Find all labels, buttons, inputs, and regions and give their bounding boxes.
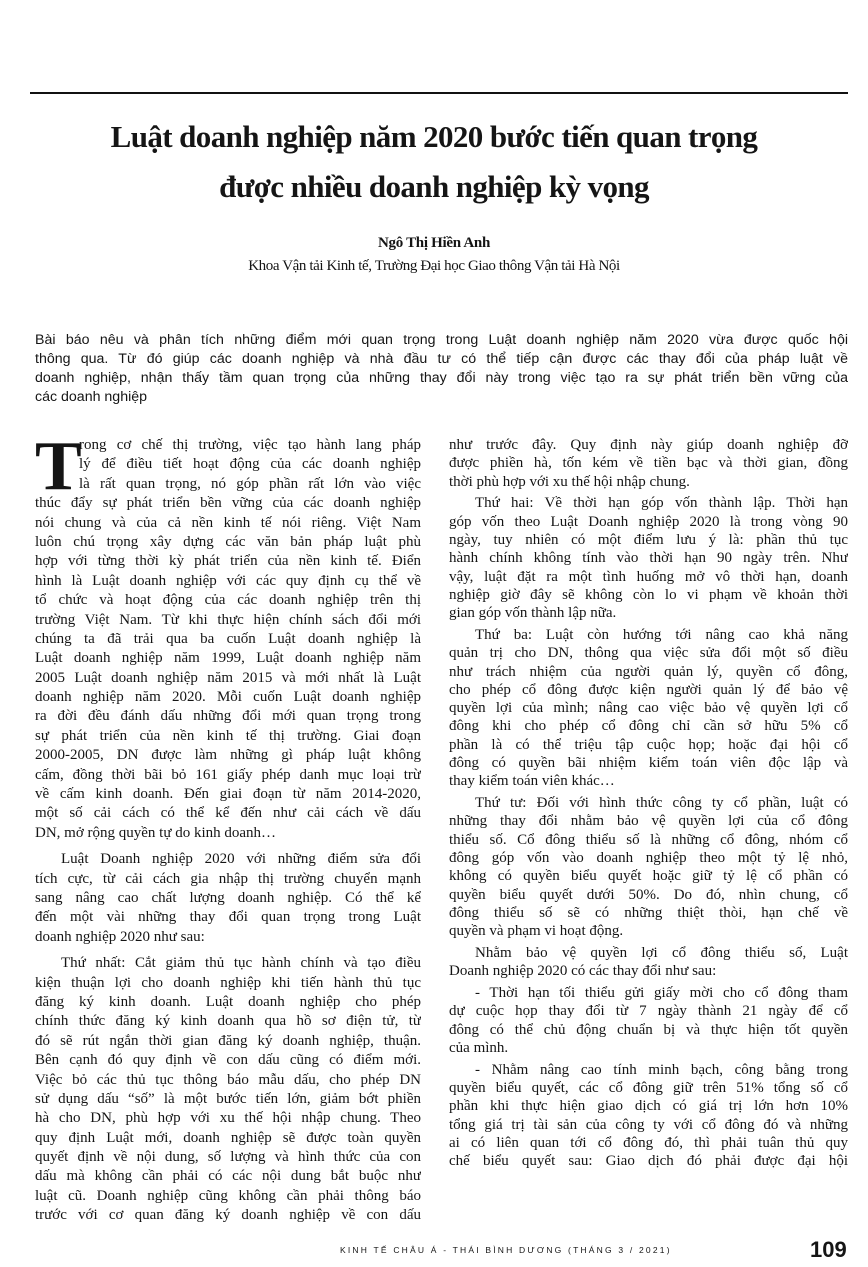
title-line: được nhiều doanh nghiệp kỳ vọng <box>219 169 649 204</box>
text-line: ngày, tuy nhiên có một điểm lưu ý là: phần thủ tục <box>449 531 848 548</box>
text-line: là rất quan trọng, nó góp phần rất lớn vào việc <box>79 475 421 492</box>
header-rule <box>30 92 848 94</box>
text-line: doanh nghiệp 2020 như sau: <box>35 928 205 945</box>
author-affiliation: Khoa Vận tải Kinh tế, Trường Đại học Giao thông Vận tải Hà Nội <box>248 258 620 274</box>
text-line: sử dụng dấu “số” là một bước tiến lớn, giảm bớt phiền <box>35 1090 421 1107</box>
text-line: gian góp vốn thành lập nữa. <box>449 605 617 622</box>
body-column-left <box>35 428 421 1233</box>
text-line: Việc bỏ các thủ tục thông báo mẫu dấu, cho phép DN <box>35 1071 421 1088</box>
text-line: như trước đây. Quy định này giúp doanh nghiệp đỡ <box>449 437 848 453</box>
author-name: Ngô Thị Hiền Anh <box>377 235 491 251</box>
text-line: của mình. <box>449 1040 509 1056</box>
text-line: Thứ hai: Về thời hạn góp vốn thành lập. Thời hạn <box>475 495 848 512</box>
text-line: quyền và phạm vi hoạt động. <box>449 923 624 940</box>
paragraph <box>449 984 848 1057</box>
text-line: hà cho DN, phù hợp với xu thế hội nhập chung. Theo <box>35 1110 421 1127</box>
text-line: đăng ký kinh doanh. Luật doanh nghiệp cho phép <box>35 993 421 1010</box>
text-line: trước với cơ quan đăng ký doanh nghiệp về con dấu <box>35 1207 421 1224</box>
text-line: hành chính không tính vào thời hạn 90 ngày trên. Như <box>449 550 848 567</box>
text-line: lý để điều tiết hoạt động của các doanh nghiệp <box>79 456 421 473</box>
text-line: đông có thể chủ động chuẩn bị và thực hiện tốt quyền <box>449 1021 848 1038</box>
text-line: Bên cạnh đó quy định về con dấu cũng có điểm mới. <box>35 1052 421 1069</box>
text-line: quyền lợi của mình; nâng cao việc bảo vệ quyền lợi cổ <box>449 700 848 717</box>
text-line: Luật doanh nghiệp năm 1999, Luật doanh nghiệp năm <box>35 650 421 667</box>
text-line: nói chung và của cả nền kinh tế nói riêng. Việt Nam <box>35 514 421 531</box>
text-line: - Nhằm nâng cao tính minh bạch, công bằng trong <box>475 1061 848 1078</box>
paragraph <box>449 1061 848 1171</box>
text-line: chính thức đăng ký kinh doanh qua hồ sơ điện tử, từ <box>35 1013 421 1030</box>
text-line: dự cuộc họp thay đổi từ 7 ngày thành 21 ngày để cổ <box>449 1003 848 1020</box>
text-line: tích cực, từ cải cách gia nhập thị trường chuyển mạnh <box>35 870 421 887</box>
drop-cap: T <box>35 428 82 505</box>
text-line: hợp với từng thời kỳ phát triển của nền kinh tế. Điển <box>35 553 421 570</box>
text-line: cấm, đồng thời bãi bỏ 161 giấy phép danh mục loại trừ <box>35 766 421 783</box>
text-line: - Thời hạn tối thiểu gửi giấy mời cho cổ đông tham <box>475 985 848 1002</box>
paragraph <box>35 850 421 947</box>
text-line: Doanh nghiệp 2020 có các thay đổi như sau: <box>449 963 717 980</box>
paragraph <box>449 436 848 491</box>
text-line: Nhằm bảo vệ quyền lợi cổ đông thiểu số, Luật <box>475 945 848 962</box>
text-line: đông thiểu số sẽ có những thiệt thòi, hạn chế về <box>449 904 848 921</box>
paragraph <box>449 494 848 622</box>
text-line: đông góp vốn vào doanh nghiệp theo một tỷ lệ nhỏ, <box>449 850 848 867</box>
text-line: chế biểu quyết sau: Giao dịch đó phải được đại hội <box>449 1153 848 1170</box>
text-line: quản trị cho DN, thông qua việc sửa đổi một số điều <box>449 645 848 662</box>
text-line: dấu mà không cần phải có các nội dung bắt buộc như <box>35 1168 421 1185</box>
page-number: 109 <box>810 1237 847 1262</box>
abstract <box>35 331 848 407</box>
paragraph <box>35 428 421 843</box>
text-line: luôn chú trọng xây dựng các văn bản pháp luật phù <box>35 533 421 550</box>
abstract-line: Bài báo nêu và phân tích những điểm mới quan trọng trong Luật doanh nghiệp năm 2020 vừa được quốc hội <box>35 332 848 348</box>
text-line: những thay đổi nhằm bảo vệ quyền lợi của cổ đông <box>449 813 848 830</box>
text-line: sự phát triển của nền kinh tế thị trường. Giai đoạn <box>35 727 421 744</box>
text-line: quyền biểu quyết dưới 50%. Do đó, nhìn chung, cổ <box>449 886 848 903</box>
text-line: không có quyền biểu quyết hoặc giữ tỷ lệ cổ phần có <box>449 868 848 885</box>
text-line: 2000-2005, DN được làm những gì pháp luật không <box>35 747 421 764</box>
text-line: thúc đẩy sự phát triển bền vững của các doanh nghiệp <box>35 495 421 512</box>
text-line: thiểu số. Cổ đông thiểu số là những cổ đông, nhóm cổ <box>449 831 848 848</box>
text-line: 2005 Luật doanh nghiệp năm 2015 và mới nhất là Luật <box>35 669 421 686</box>
text-line: phần khi thực hiện giao dịch có giá trị lớn hơn 10% <box>449 1098 848 1115</box>
text-line: chúng ta đã trải qua ba cuốn Luật doanh nghiệp là <box>35 630 421 647</box>
text-line: về cấm kinh doanh. Đến giai đoạn từ năm 2014-2020, <box>35 786 421 803</box>
abstract-line: doanh nghiệp, nhận thấy tầm quan trọng của những thay đổi này trong việc tạo ra sự phát triển bền vững của <box>35 370 848 386</box>
paragraph <box>35 954 421 1225</box>
text-line: sang nâng cao chất lượng doanh nghiệp. Có thể kể <box>35 889 421 906</box>
text-line: luật cũ. Doanh nghiệp cũng không cần phải thông báo <box>35 1187 421 1204</box>
text-line: quyết định về nội dung, số lượng và hình thức của con <box>35 1149 421 1166</box>
text-line: Thứ nhất: Cắt giảm thủ tục hành chính và tạo điều <box>61 955 421 972</box>
text-line: hình là Luật doanh nghiệp với các quy định cụ thể về <box>35 572 421 589</box>
article-title <box>0 112 868 212</box>
abstract-line: các doanh nghiệp <box>35 389 148 405</box>
text-line: đông có quyền bãi nhiệm kiểm toán viên độc lập và <box>449 755 848 772</box>
abstract-line: thông qua. Từ đó giúp các doanh nghiệp và nhà đầu tư có thể tiếp cận được các thay đổi của pháp luật về <box>35 351 848 367</box>
text-line: thay kiểm toán viên khác… <box>449 773 615 790</box>
paragraph <box>449 794 848 940</box>
text-line: thời phù hợp với xu thế hội nhập chung. <box>449 473 690 490</box>
text-line: một số cải cách có thể kể đến như cải cách về dấu <box>35 805 421 822</box>
text-line: doanh nghiệp năm 2020. Mỗi cuốn Luật doanh nghiệp <box>35 689 421 706</box>
text-line: trường Việt Nam. Từ khi thực hiện chính sách đổi mới <box>35 611 421 628</box>
text-line: kiện thuận lợi cho doanh nghiệp khi tiến hành thủ tục <box>35 974 421 991</box>
text-line: tổ chức và hoạt động của các doanh nghiệp trên thị <box>35 592 421 609</box>
text-line: Luật Doanh nghiệp 2020 với những điểm sửa đổi <box>61 851 421 868</box>
text-line: góp vốn theo Luật Doanh nghiệp 2020 là trong vòng 90 <box>449 513 848 530</box>
text-line: đến một vài những thay đổi quan trọng trong Luật <box>35 909 421 926</box>
text-line: Thứ ba: Luật còn hướng tới nâng cao khả năng <box>475 626 848 643</box>
text-line: quy định Luật mới, doanh nghiệp sẽ được toàn quyền <box>35 1129 421 1146</box>
text-line: quyền biểu quyết, các cổ đông giữ trên 51% tổng số cổ <box>449 1080 848 1097</box>
text-line: DN, mở rộng quyền tự do kinh doanh… <box>35 824 277 841</box>
paragraph <box>449 626 848 791</box>
paragraph <box>449 944 848 981</box>
text-line: nghiệp giờ đây sẽ không còn lo vi phạm về khoản thời <box>449 586 848 603</box>
text-line: cho phép cổ đông được kiện người quản lý để bảo vệ <box>449 681 848 698</box>
text-line: như trách nhiệm của người quản lý, quyền cổ đông, <box>449 663 848 680</box>
text-line: ra đời đều đánh dấu những đổi mới quan trọng trong <box>35 708 421 725</box>
text-line: Thứ tư: Đối với hình thức công ty cổ phần, luật có <box>475 795 848 812</box>
text-line: ai có liên quan tới cổ đông đó, thì phải tuân thủ quy <box>449 1134 848 1151</box>
text-line: tổng giá trị tài sản của công ty với cổ đông đó và những <box>449 1116 848 1133</box>
title-line: Luật doanh nghiệp năm 2020 bước tiến quan trọng <box>110 119 758 154</box>
text-line: đó sẽ rút ngắn thời gian đăng ký doanh nghiệp, thuận. <box>35 1032 421 1049</box>
text-line: phần là có thể triệu tập cuộc họp; hoặc đại hội cổ <box>449 736 848 753</box>
text-line: rong cơ chế thị trường, việc tạo hành lang pháp <box>79 437 421 453</box>
text-line: được phiền hà, tốn kém về tiền bạc và thời gian, đồng <box>449 455 848 472</box>
text-line: đông khi cho phép cổ đông chỉ cần sở hữu 5% cổ <box>449 718 848 735</box>
text-line: vậy, luật đặt ra một tình huống mở vô thời hạn, doanh <box>449 568 848 585</box>
journal-footer: KINH TẾ CHÂU Á - THÁI BÌNH DƯƠNG (THÁNG 3 / 2021) <box>340 1245 672 1255</box>
body-column-right <box>449 436 848 1174</box>
